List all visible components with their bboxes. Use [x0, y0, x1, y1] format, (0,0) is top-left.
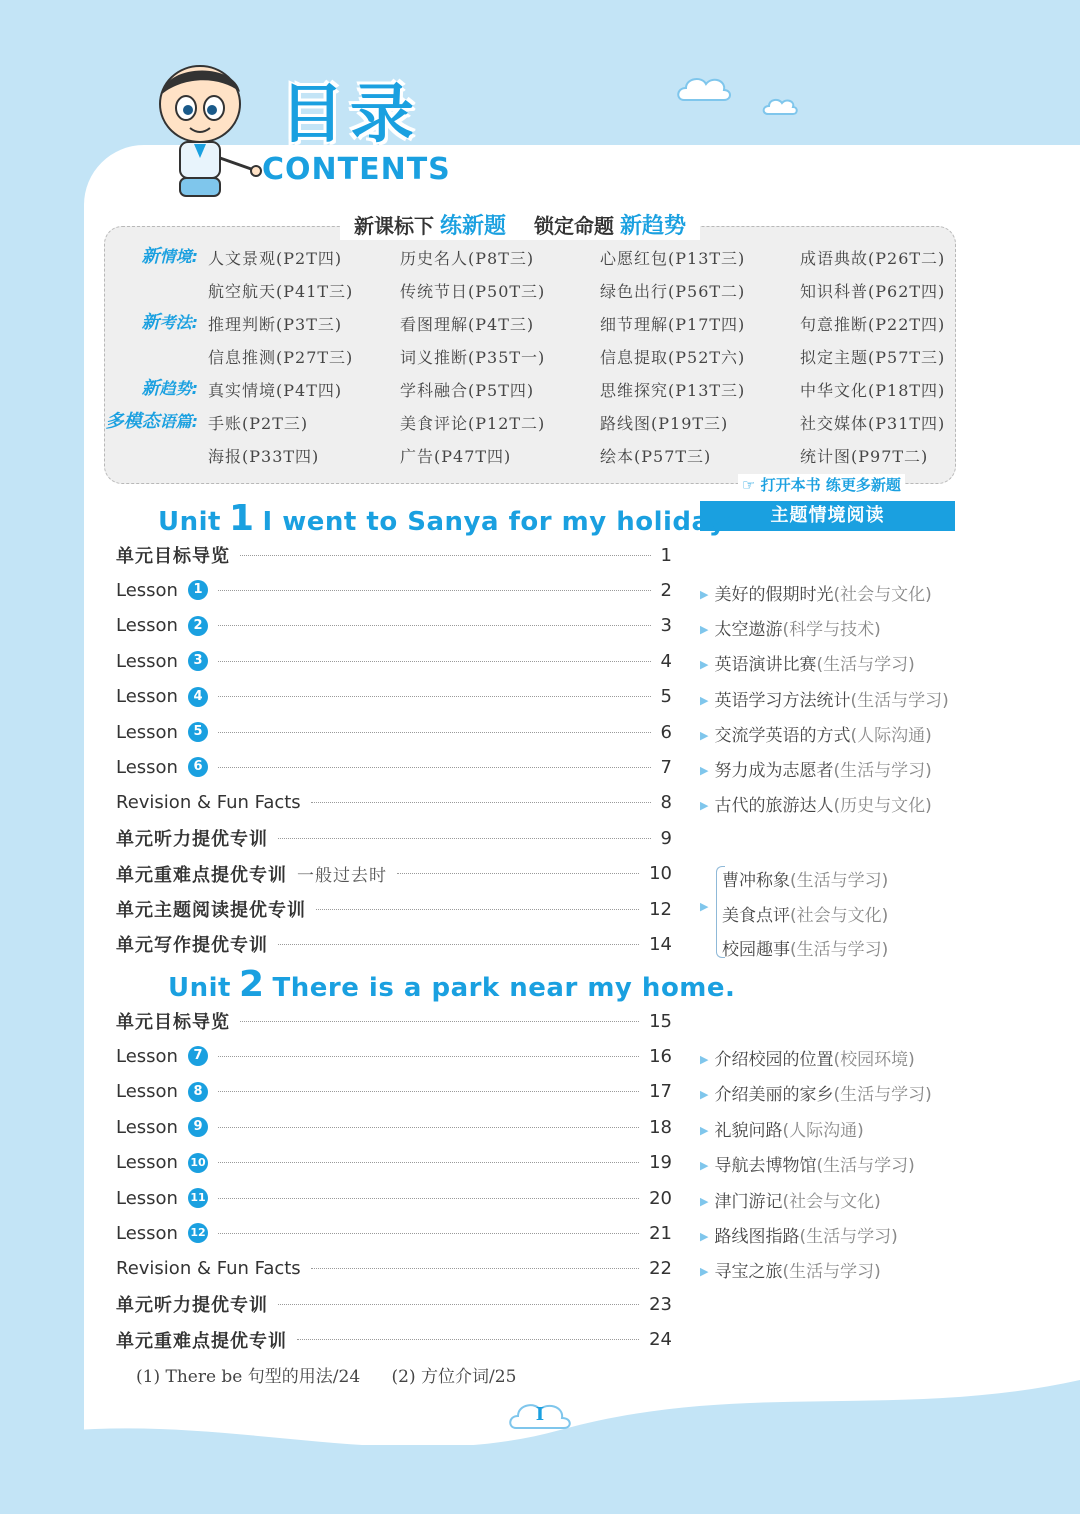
topic-category: (社会与文化) [833, 585, 932, 605]
entry-title: Lesson [116, 721, 178, 743]
theme-reading-bar: 主题情境阅读 [700, 501, 955, 531]
page-subtitle: CONTENTS [262, 152, 451, 187]
category-text: 趋势: [159, 379, 198, 398]
topic-category: (生活与学习) [833, 1085, 932, 1106]
situation-item: 航空航天(P41T三) [208, 282, 354, 301]
toc-entry[interactable] [116, 1218, 672, 1248]
topic-category: (生活与学习) [850, 690, 949, 711]
lesson-number-badge: 4 [188, 687, 208, 707]
topic-title: 英语学习方法统计 [714, 690, 851, 711]
dotted-leader [218, 590, 651, 591]
situation-item: 推理判断(P3T三) [208, 315, 343, 334]
topic-title: 寻宝之旅 [714, 1262, 783, 1283]
triangle-icon: ▶ [700, 658, 709, 672]
page-number: 8 [660, 792, 672, 814]
page-number: 3 [660, 615, 672, 637]
toc-entry-label [116, 686, 208, 707]
theme-topic [700, 1151, 915, 1176]
situation-item: 美食评论(P12T二) [400, 414, 546, 433]
entry-title: Lesson [116, 1222, 178, 1244]
triangle-icon: ▶ [700, 799, 709, 813]
footnote-item: (2) 方位介词/25 [391, 1367, 517, 1387]
topic-category: (历史与文化) [833, 796, 932, 817]
topic-title: 曹冲称象 [722, 871, 790, 891]
toc-entry-label [116, 825, 268, 851]
heading-part: 锁定命题 [534, 213, 615, 238]
category-highlight: 新 [141, 312, 160, 333]
toc-entry[interactable] [116, 575, 672, 605]
theme-topic [700, 756, 932, 781]
dotted-leader [218, 1091, 639, 1092]
topic-title: 介绍美丽的家乡 [714, 1085, 834, 1106]
theme-topic [700, 1045, 915, 1070]
page-number: 24 [649, 1329, 672, 1351]
dotted-leader [397, 873, 639, 874]
entry-title: 单元重难点提优专训 [116, 1330, 287, 1352]
entry-title: Revision & Fun Facts [116, 792, 301, 814]
theme-topic [700, 615, 881, 640]
toc-entry[interactable] [116, 611, 672, 641]
situation-item: 真实情境(P4T四) [208, 381, 343, 400]
unit-title: There is a park near my home. [272, 973, 736, 1003]
lesson-number-badge: 11 [188, 1188, 208, 1208]
entry-title: Lesson [116, 686, 178, 708]
toc-entry[interactable] [116, 717, 672, 747]
lesson-number-badge: 12 [188, 1223, 208, 1243]
topic-category: (科学与技术) [782, 620, 881, 641]
toc-entry-label [116, 580, 208, 601]
topic-title: 路线图指路 [714, 1227, 800, 1247]
entry-title: 单元听力提优专训 [116, 1295, 268, 1317]
toc-entry-label [116, 1258, 301, 1279]
situation-item: 拟定主题(P57T三) [800, 348, 946, 367]
toc-entry-label [116, 861, 387, 887]
entry-title: Lesson [116, 615, 178, 637]
page-number: 6 [660, 721, 672, 743]
dotted-leader [311, 1268, 639, 1269]
toc-entry[interactable] [116, 752, 672, 782]
dotted-leader [218, 1056, 639, 1057]
page-number: 1 [660, 544, 672, 566]
unit-title: I went to Sanya for my holidays. [262, 507, 753, 537]
toc-entry-label [116, 1291, 268, 1317]
entry-title: 单元重难点提优专训 [116, 864, 287, 886]
page-number: 16 [649, 1045, 672, 1067]
theme-topic [700, 1187, 881, 1212]
page-number: 4 [660, 650, 672, 672]
triangle-icon: ▶ [700, 623, 709, 637]
category-highlight: 新 [141, 378, 160, 399]
toc-entry-label [116, 542, 230, 568]
lesson-number-badge: 1 [188, 580, 208, 600]
topic-category: (生活与学习) [816, 1156, 915, 1177]
triangle-icon: ▶ [700, 764, 709, 777]
theme-topic [700, 1222, 898, 1247]
situation-item: 句意推断(P22T四) [800, 315, 946, 334]
dotted-leader [240, 555, 651, 556]
page-number: 22 [649, 1258, 672, 1280]
dotted-leader [218, 1233, 639, 1234]
page-number: 2 [660, 579, 672, 601]
situation-item: 词义推断(P35T一) [400, 348, 546, 367]
triangle-icon: ▶ [700, 1159, 709, 1173]
topic-category: (人际沟通) [782, 1120, 864, 1141]
toc-entry-label [116, 1117, 208, 1138]
category-highlight: 多模态 [105, 411, 160, 432]
toc-entry[interactable] [116, 1254, 672, 1284]
page-number: 19 [649, 1152, 672, 1174]
category-text: 情境: [159, 247, 198, 266]
unit-number: 2 [238, 964, 265, 1005]
theme-topic [700, 580, 932, 605]
triangle-icon: ▶ [700, 1230, 709, 1243]
dotted-leader [218, 732, 651, 733]
page-number: 9 [660, 827, 672, 849]
page-number: 23 [649, 1293, 672, 1315]
dotted-leader [218, 1198, 639, 1199]
toc-entry[interactable] [116, 823, 672, 853]
dotted-leader [218, 1127, 639, 1128]
lesson-number-badge: 8 [188, 1082, 208, 1102]
situation-item: 社交媒体(P31T四) [800, 414, 946, 433]
dotted-leader [240, 1021, 639, 1022]
lesson-number-badge: 7 [188, 1046, 208, 1066]
theme-topic [722, 935, 888, 960]
situation-item: 思维探究(P13T三) [600, 381, 746, 400]
triangle-icon: ▶ [700, 1194, 709, 1208]
theme-topic [700, 1257, 881, 1282]
page-number: 21 [649, 1222, 672, 1244]
dotted-leader [278, 944, 639, 945]
entry-title: Lesson [116, 1045, 178, 1067]
new-situations-heading [340, 208, 700, 240]
toc-entry[interactable] [116, 929, 672, 959]
toc-entry-label [116, 931, 268, 957]
toc-entry[interactable] [116, 894, 672, 924]
footnote-item: (1) There be 句型的用法/24 [136, 1367, 361, 1387]
situation-item: 心愿红包(P13T三) [600, 249, 746, 268]
topic-title: 美好的假期时光 [714, 585, 834, 605]
situation-item: 绘本(P57T三) [600, 447, 712, 466]
unit-word: Unit [168, 973, 231, 1003]
dotted-leader [218, 1162, 639, 1163]
toc-entry-label [116, 1046, 208, 1067]
lesson-number-badge: 9 [188, 1117, 208, 1137]
page-title: 目录 [280, 78, 420, 152]
topic-category: (生活与学习) [790, 871, 889, 891]
situation-item: 看图理解(P4T三) [400, 315, 535, 334]
situation-category-label [106, 407, 198, 433]
situation-item: 绿色出行(P56T二) [600, 282, 746, 301]
toc-entry[interactable] [116, 1325, 672, 1355]
entry-title: Lesson [116, 579, 178, 601]
situation-category-label [142, 308, 198, 334]
page-number: 12 [649, 898, 672, 920]
unit-number: 1 [228, 498, 255, 539]
topic-category: (生活与学习) [833, 761, 932, 781]
mascot-illustration [150, 62, 268, 202]
triangle-icon: ▶ [700, 588, 709, 601]
category-text: 语篇: [159, 412, 198, 431]
lesson-number-badge: 5 [188, 722, 208, 742]
situation-item: 海报(P33T四) [208, 447, 320, 466]
topic-title: 太空遨游 [714, 620, 783, 641]
topic-category: (生活与学习) [816, 655, 915, 676]
more-questions-link[interactable]: ☞ 打开本书 练更多新题 [738, 474, 905, 495]
theme-topic [700, 721, 932, 746]
triangle-icon: ▶ [700, 1088, 709, 1102]
toc-entry[interactable] [116, 682, 672, 712]
dotted-leader [278, 838, 651, 839]
entry-title: 单元写作提优专训 [116, 935, 268, 957]
dotted-leader [218, 625, 651, 626]
dotted-leader [316, 909, 639, 910]
topic-title: 介绍校园的位置 [714, 1050, 834, 1070]
situation-item: 中华文化(P18T四) [800, 381, 946, 400]
situation-item: 信息提取(P52T六) [600, 348, 746, 367]
dotted-leader [218, 696, 651, 697]
triangle-icon: ▶ [700, 900, 709, 913]
topic-title: 导航去博物馆 [714, 1156, 817, 1177]
situation-category-label [142, 374, 198, 400]
toc-entry[interactable] [116, 1148, 672, 1178]
topic-category: (生活与学习) [799, 1227, 898, 1247]
toc-entry-label [116, 896, 306, 922]
triangle-icon: ▶ [700, 1123, 709, 1137]
unit-2-heading [168, 964, 735, 1005]
page-number: 14 [649, 933, 672, 955]
entry-title: Lesson [116, 1116, 178, 1138]
entry-title: Lesson [116, 650, 178, 672]
page-number: 15 [649, 1010, 672, 1032]
page-number: 17 [649, 1081, 672, 1103]
triangle-icon: ▶ [700, 728, 709, 742]
toc-entry-label [116, 651, 208, 672]
situation-item: 统计图(P97T二) [800, 447, 929, 466]
toc-entry-label [116, 1152, 208, 1173]
cloud-icon [762, 96, 798, 118]
theme-topic [722, 901, 888, 926]
entry-title: 单元目标导览 [116, 546, 230, 567]
topic-title: 英语演讲比赛 [714, 655, 817, 676]
toc-entry-label [116, 1008, 230, 1034]
situation-item: 信息推测(P27T三) [208, 348, 354, 367]
toc-entry[interactable] [116, 859, 672, 889]
dotted-leader [278, 1304, 639, 1305]
category-text: 考法: [159, 313, 198, 332]
toc-entry[interactable] [116, 646, 672, 676]
topic-category: (生活与学习) [782, 1262, 881, 1283]
lesson-number-badge: 2 [188, 616, 208, 636]
dotted-leader [218, 661, 651, 662]
entry-title: Lesson [116, 1152, 178, 1174]
topic-title: 古代的旅游达人 [714, 796, 834, 817]
entry-title: Lesson [116, 1081, 178, 1103]
unit-1-heading [158, 498, 753, 539]
triangle-icon: ▶ [700, 1265, 709, 1279]
lesson-number-badge: 6 [188, 757, 208, 777]
toc-entry-label [116, 615, 208, 636]
situation-item: 细节理解(P17T四) [600, 315, 746, 334]
situation-item: 传统节日(P50T三) [400, 282, 546, 301]
dotted-leader [297, 1339, 639, 1340]
theme-topic [700, 650, 915, 675]
unit-2-footnotes [136, 1362, 542, 1387]
dotted-leader [311, 802, 651, 803]
toc-entry[interactable] [116, 1006, 672, 1036]
topic-title: 校园趣事 [722, 940, 790, 960]
entry-title: Lesson [116, 1187, 178, 1209]
situation-item: 路线图(P19T三) [600, 414, 729, 433]
toc-entry-label [116, 1188, 208, 1209]
topic-category: (校园环境) [833, 1050, 915, 1070]
topic-title: 美食点评 [722, 905, 790, 926]
theme-topic [700, 791, 932, 816]
situation-item: 学科融合(P5T四) [400, 381, 535, 400]
entry-title: Revision & Fun Facts [116, 1258, 301, 1280]
triangle-icon: ▶ [700, 693, 709, 707]
topic-category: (社会与文化) [782, 1191, 881, 1212]
toc-entry-label [116, 792, 301, 813]
topic-category: (人际沟通) [850, 725, 932, 746]
toc-entry[interactable] [116, 1112, 672, 1142]
situation-item: 历史名人(P8T三) [400, 249, 535, 268]
situation-item: 成语典故(P26T二) [800, 249, 946, 268]
topic-category: (生活与学习) [790, 940, 889, 960]
toc-entry[interactable] [116, 1077, 672, 1107]
toc-entry-label [116, 1223, 208, 1244]
page-number: 7 [660, 756, 672, 778]
dotted-leader [218, 767, 651, 768]
page-number: 5 [660, 686, 672, 708]
situation-item: 手账(P2T三) [208, 414, 309, 433]
theme-topic [722, 866, 888, 891]
situation-item: 广告(P47T四) [400, 447, 512, 466]
theme-topic [700, 1116, 864, 1141]
entry-title: Lesson [116, 756, 178, 778]
triangle-icon: ▶ [700, 1053, 709, 1066]
situation-item: 知识科普(P62T四) [800, 282, 946, 301]
heading-part: 新课标下 [354, 213, 434, 238]
entry-subtitle: 一般过去时 [297, 866, 387, 887]
topic-title: 努力成为志愿者 [714, 761, 834, 781]
lesson-number-badge: 3 [188, 651, 208, 671]
situation-category-label [142, 242, 198, 268]
toc-entry-label [116, 757, 208, 778]
topic-title: 津门游记 [714, 1191, 783, 1212]
page-number: 20 [649, 1187, 672, 1209]
cloud-icon [676, 74, 732, 106]
topic-title: 礼貌问路 [714, 1120, 783, 1141]
toc-entry-label [116, 722, 208, 743]
toc-entry[interactable] [116, 788, 672, 818]
theme-topic [700, 686, 949, 711]
toc-entry[interactable] [116, 1289, 672, 1319]
heading-part-highlight: 练新题 [440, 213, 507, 239]
toc-entry-label [116, 1327, 287, 1353]
entry-title: 单元听力提优专训 [116, 829, 268, 851]
entry-title: 单元主题阅读提优专训 [116, 900, 306, 921]
situation-item: 人文景观(P2T四) [208, 249, 343, 268]
theme-topic [700, 1080, 932, 1105]
topic-category: (社会与文化) [790, 905, 889, 926]
heading-part-highlight: 新趋势 [620, 213, 687, 239]
page-number: I [535, 1404, 545, 1425]
category-highlight: 新 [141, 246, 160, 267]
more-link-label: 打开本书 练更多新题 [760, 476, 901, 494]
page-number: 18 [649, 1116, 672, 1138]
toc-entry[interactable] [116, 1041, 672, 1071]
toc-entry[interactable] [116, 1183, 672, 1213]
page-number: 10 [649, 863, 672, 885]
topic-title: 交流学英语的方式 [714, 725, 851, 746]
toc-entry-label [116, 1081, 208, 1102]
entry-title: 单元目标导览 [116, 1012, 230, 1033]
lesson-number-badge: 10 [188, 1153, 208, 1173]
unit-word: Unit [158, 507, 221, 537]
toc-entry[interactable] [116, 540, 672, 570]
